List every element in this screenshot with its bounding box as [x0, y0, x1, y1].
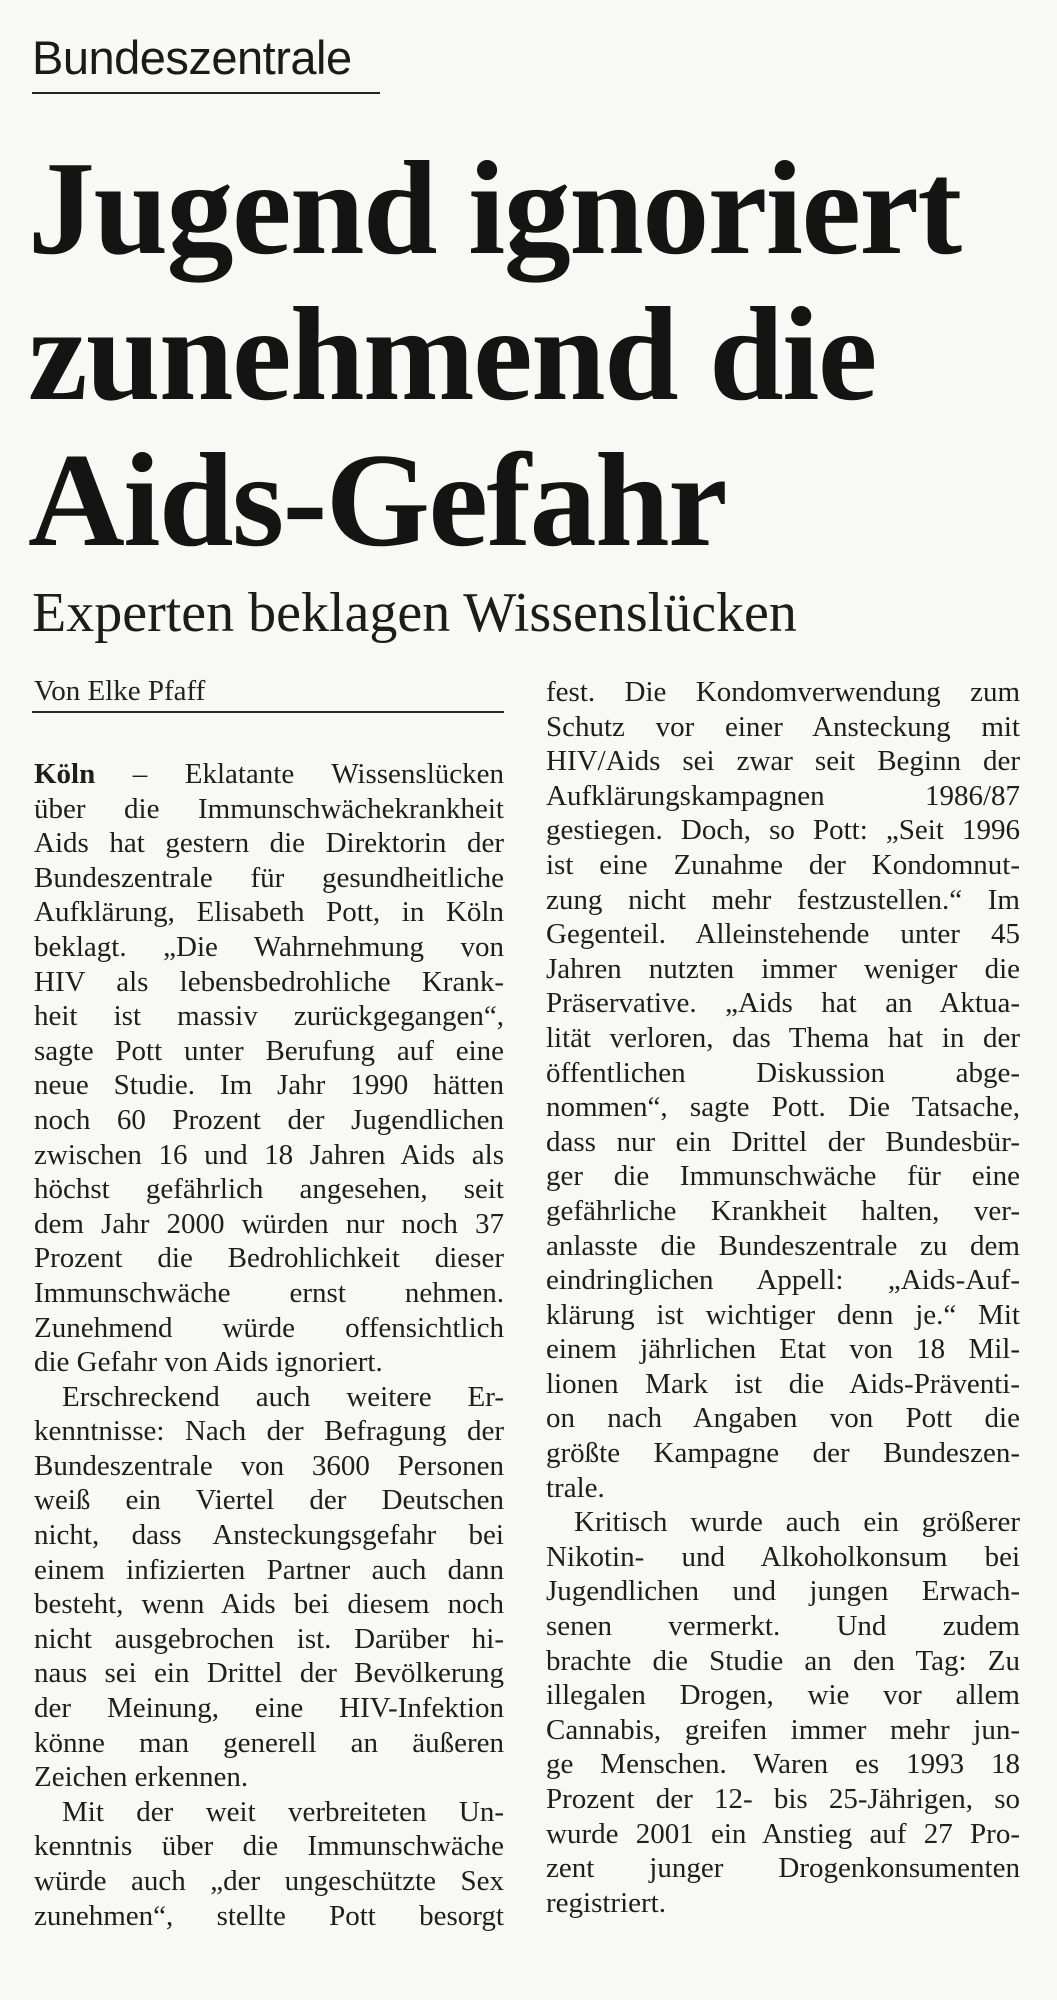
text-line: Prozent die Bedrohlichkeit dieser — [34, 1242, 504, 1275]
text-line: HIV als lebensbedrohliche Krank- — [34, 965, 504, 998]
dateline: Köln — [34, 758, 96, 790]
subheadline: Experten beklagen Wissenslücken — [32, 582, 797, 644]
text-line: dass nur ein Drittel der Bundesbür- — [546, 1125, 1020, 1158]
text-line: größte Kampagne der Bundeszen- — [546, 1437, 1020, 1470]
text-line: zent junger Drogenkonsumenten — [546, 1852, 1020, 1885]
text-line: würde auch „der ungeschützte Sex — [34, 1865, 504, 1897]
text-line: senen vermerkt. Und zudem — [546, 1610, 1020, 1643]
text-line: zung nicht mehr festzustellen.“ Im — [546, 883, 1020, 916]
text-line: neue Studie. Im Jahr 1990 hätten — [34, 1069, 504, 1102]
text-line: Nikotin- und Alkoholkonsum bei — [546, 1540, 1020, 1573]
text-line: zunehmen“, stellte Pott besorgt — [34, 1899, 504, 1932]
text-line: illegalen Drogen, wie vor allem — [546, 1679, 1020, 1712]
text-line: lionen Mark ist die Aids-Präventi- — [546, 1367, 1020, 1400]
headline-line: zunehmend die — [28, 280, 876, 428]
text-line: dem Jahr 2000 würden nur noch 37 — [34, 1207, 504, 1240]
article-column-left — [34, 757, 504, 1933]
text-line: höchst gefährlich angesehen, seit — [34, 1173, 504, 1206]
text-line: Erschreckend auch weitere Er- — [62, 1380, 504, 1413]
text-line: Schutz vor einer Ansteckung mit — [546, 710, 1020, 743]
text-line: öffentlichen Diskussion abge- — [546, 1056, 1020, 1089]
text-line: Kritisch wurde auch ein größerer — [574, 1506, 1020, 1539]
text-line: Jugendlichen und jungen Erwach- — [546, 1575, 1020, 1608]
text-line: lität verloren, das Thema hat in der — [546, 1021, 1020, 1054]
text-line: ge Menschen. Waren es 1993 18 — [546, 1748, 1020, 1781]
text-line: heit ist massiv zurückgegangen“, — [34, 1000, 504, 1033]
text-line — [34, 757, 504, 792]
text-line: sagte Pott unter Berufung auf eine — [34, 1034, 504, 1067]
text-line: könne man generell an äußeren — [34, 1726, 504, 1759]
text-line: fest. Die Kondomverwendung zum — [546, 676, 1020, 708]
text-line: nommen“, sagte Pott. Die Tatsache, — [546, 1091, 1020, 1124]
text-line: besteht, wenn Aids bei diesem noch — [34, 1588, 504, 1621]
section-kicker: Bundeszentrale — [32, 31, 352, 84]
byline: Von Elke Pfaff — [34, 675, 206, 707]
text-line: brachte die Studie an den Tag: Zu — [546, 1644, 1020, 1677]
text-line: HIV/Aids sei zwar seit Beginn der — [546, 745, 1020, 778]
text-line: klärung ist wichtiger denn je.“ Mit — [546, 1298, 1020, 1331]
text-line: einem infizierten Partner auch dann — [34, 1553, 504, 1586]
text-line: Cannabis, greifen immer mehr jun- — [546, 1713, 1020, 1746]
text-line: eindringlichen Appell: „Aids-Auf- — [546, 1264, 1020, 1297]
text-line: Mit der weit verbreiteten Un- — [62, 1795, 504, 1828]
text-line: einem jährlichen Etat von 18 Mil- — [546, 1333, 1020, 1366]
text-line: kenntnisse: Nach der Befragung der — [34, 1415, 504, 1448]
text-line: Bundeszentrale für gesundheitliche — [34, 861, 504, 894]
text-fragment: – Eklatante Wissenslücken — [95, 758, 504, 790]
text-line: Aufklärung, Elisabeth Pott, in Köln — [34, 896, 504, 929]
text-line: nicht ausgebrochen ist. Darüber hi- — [34, 1622, 504, 1655]
text-line: ist eine Zunahme der Kondomnut- — [546, 848, 1020, 881]
byline-rule — [32, 711, 504, 713]
text-line: Prozent der 12- bis 25-Jährigen, so — [546, 1783, 1020, 1815]
text-line: zwischen 16 und 18 Jahren Aids als — [34, 1138, 504, 1171]
text-line: Präservative. „Aids hat an Aktua- — [546, 987, 1020, 1020]
text-line: trale. — [546, 1471, 605, 1504]
text-line: Zunehmend würde offensichtlich — [34, 1311, 504, 1344]
text-line: wurde 2001 ein Anstieg auf 27 Pro- — [546, 1817, 1020, 1850]
text-line: anlasste die Bundeszentrale zu dem — [546, 1229, 1020, 1262]
text-line: naus sei ein Drittel der Bevölkerung — [34, 1657, 504, 1690]
text-line: Gegenteil. Alleinstehende unter 45 — [546, 918, 1020, 951]
text-line: beklagt. „Die Wahrnehmung von — [34, 930, 504, 963]
headline-line: Jugend ignoriert — [28, 134, 961, 282]
text-line: kenntnis über die Immunschwäche — [34, 1830, 504, 1863]
text-line: nicht, dass Ansteckungsgefahr bei — [34, 1519, 504, 1552]
text-line: Jahren nutzten immer weniger die — [546, 952, 1020, 985]
text-line: Zeichen erkennen. — [34, 1761, 249, 1794]
text-line: Aufklärungskampagnen 1986/87 — [546, 779, 1020, 812]
text-line: noch 60 Prozent der Jugendlichen — [34, 1103, 504, 1136]
headline — [28, 135, 1038, 573]
text-line: der Meinung, eine HIV-Infektion — [34, 1692, 504, 1725]
text-line: die Gefahr von Aids ignoriert. — [34, 1346, 383, 1379]
text-line: über die Immunschwächekrankheit — [34, 792, 504, 825]
text-line: gefährliche Krankheit halten, ver- — [546, 1194, 1020, 1227]
text-line: Bundeszentrale von 3600 Personen — [34, 1449, 504, 1482]
kicker-underline — [32, 92, 380, 94]
text-line: gestiegen. Doch, so Pott: „Seit 1996 — [546, 814, 1020, 847]
text-line: ger die Immunschwäche für eine — [546, 1160, 1020, 1193]
headline-line: Aids-Gefahr — [28, 426, 727, 574]
article-column-right — [546, 675, 1020, 1920]
text-line: registriert. — [546, 1886, 666, 1919]
text-line: Aids hat gestern die Direktorin der — [34, 827, 504, 860]
text-line: on nach Angaben von Pott die — [546, 1402, 1020, 1435]
text-line: weiß ein Viertel der Deutschen — [34, 1484, 504, 1517]
text-line: Immunschwäche ernst nehmen. — [34, 1276, 504, 1309]
